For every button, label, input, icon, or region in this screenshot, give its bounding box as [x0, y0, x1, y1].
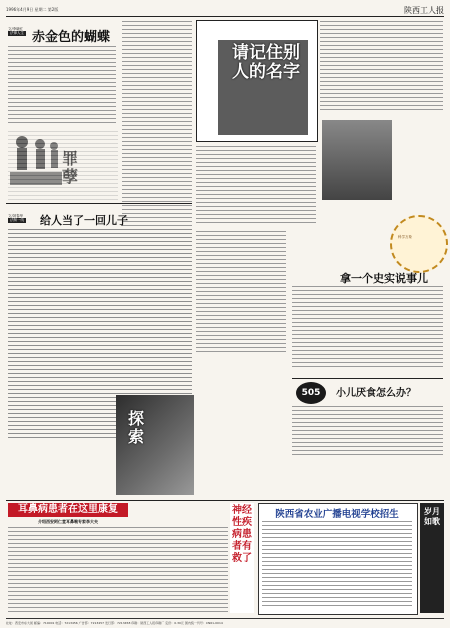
headline-farewell: 请记住别人的名字	[232, 43, 300, 82]
headline-right-vertical: 岁月如歌	[424, 506, 440, 526]
right-column-text	[320, 20, 443, 110]
headline-small-news: 小儿厌食怎么办？	[336, 388, 416, 399]
article-column-text	[122, 20, 192, 250]
tv-school-body	[262, 520, 412, 608]
center-article-text	[196, 145, 316, 225]
divider-child	[6, 203, 192, 204]
ear-subtitle: 介绍西安阿仁堂耳鼻喉专家李大夫	[38, 519, 98, 524]
article-gold-body	[8, 45, 116, 125]
center-article-text-2	[196, 230, 286, 355]
paper-name: 陕西工人报	[404, 6, 444, 15]
section-tag-label: 法律人生	[10, 31, 24, 35]
headline-tv-school: 陕西省农业广播电视学校招生	[275, 509, 399, 520]
dateline: 1996年4月9日 星期二 第2版	[6, 7, 59, 12]
history-body	[292, 285, 443, 370]
headline-neuro: 神经性疾病患者有救了	[232, 505, 252, 564]
section-tag-science: 科学万象	[398, 235, 412, 239]
section-tag-label: 法制一线	[10, 218, 24, 222]
footer-info: 社址：西安市东大街 邮编：710001 电话：7213456 广告部：7213457 发行部：7213458 印刷：陕西工人报印刷厂 定价：0.30元 国内统一刊号：CN61-0014	[6, 618, 444, 627]
crime-body-text	[8, 130, 118, 200]
headline-gold-butterfly: 赤金色的蝴蝶	[32, 30, 111, 45]
history-circle-badge	[390, 215, 448, 273]
ads-divider	[6, 500, 444, 501]
masthead-rule	[6, 16, 444, 17]
small-news-body	[292, 405, 443, 455]
headline-history: 拿一个史实说事儿	[340, 272, 428, 285]
right-photo	[322, 120, 392, 200]
headline-magazine: 探索	[128, 409, 145, 446]
headline-child-story: 给人当了一回儿子	[40, 214, 128, 227]
ear-banner: 耳鼻病患者在这里康复	[8, 503, 128, 517]
headline-crime: 罪 孽	[62, 149, 79, 186]
ad-badge: 505	[296, 382, 326, 404]
masthead	[6, 5, 444, 15]
byline-child: 文/刘春华	[8, 214, 24, 218]
ear-ad-body	[8, 526, 228, 614]
byline-gold: 文/李晓红	[8, 27, 24, 31]
